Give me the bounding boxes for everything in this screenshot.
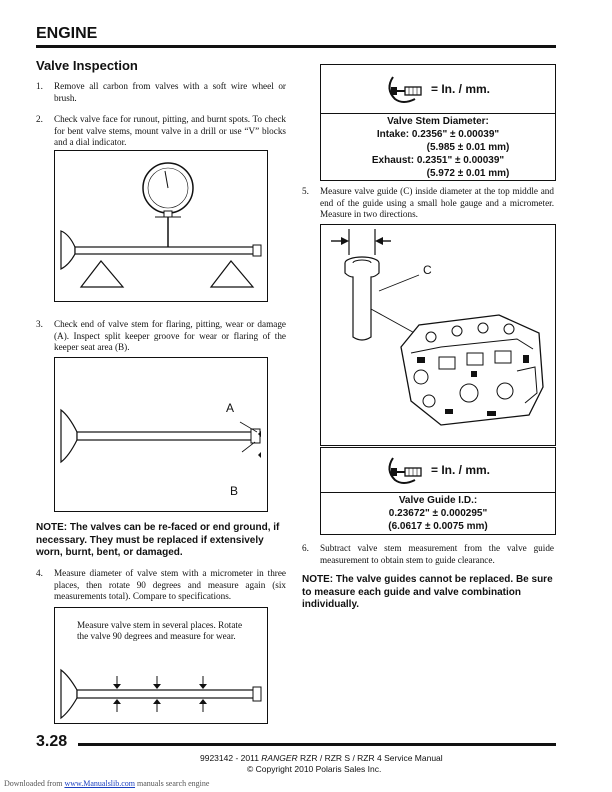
dial-indicator-illustration — [55, 151, 267, 301]
figure-caption: Measure valve stem in several places. Rotate the valve 90 degrees and measure for wear. — [77, 620, 243, 641]
label-c: C — [423, 263, 432, 277]
spec-line: (6.0617 ± 0.0075 mm) — [388, 521, 488, 532]
figure-valve-end — [54, 357, 268, 512]
manual-title — [200, 753, 600, 763]
step-number: 5. — [302, 186, 309, 196]
model-name: RANGER — [261, 753, 298, 763]
step-number: 6. — [302, 543, 309, 553]
step-1 — [36, 81, 286, 105]
step-number: 4. — [36, 568, 43, 578]
spec-unit-row — [321, 65, 555, 114]
micrometer-icon — [383, 71, 429, 107]
header-rule — [36, 45, 556, 48]
spec-box-stem — [320, 64, 556, 181]
label-b: B — [230, 484, 239, 498]
note-guides: NOTE: The valve guides cannot be replaced. Be sure to measure each guide and valve combination individually. — [302, 574, 553, 610]
spec-line: Intake: 0.2356" ± 0.00039" — [376, 129, 500, 140]
manualslib-link[interactable]: www.Manualslib.com — [64, 779, 136, 788]
step-text: Check end of valve stem for flaring, pitting, wear or damage (A). Inspect split keeper groove for wear or flaring of the keeper seat area (B). — [54, 319, 286, 353]
download-line — [4, 779, 209, 788]
section-title: Valve Inspection — [36, 58, 138, 73]
copyright: © Copyright 2010 Polaris Sales Inc. — [247, 764, 382, 774]
footer-rule — [78, 743, 556, 746]
spec-line: (5.985 ± 0.01 mm) — [426, 142, 510, 153]
label-a: A — [226, 401, 235, 415]
note-refacing: NOTE: The valves can be re-faced or end ground, if necessary. They must be replaced if extensively worn, burnt, bent, or damaged. — [36, 522, 280, 558]
step-6 — [302, 543, 554, 567]
manual-number: 9923142 - 2011 — [200, 753, 262, 763]
step-5 — [302, 186, 554, 222]
micrometer-icon — [383, 452, 429, 488]
unit-label: = In. / mm. — [431, 463, 491, 477]
step-number: 3. — [36, 319, 43, 329]
spec-line: 0.23672" ± 0.000295" — [388, 508, 488, 519]
figure-dial-indicator — [54, 150, 268, 302]
download-prefix: Downloaded from — [4, 779, 65, 788]
step-text: Remove all carbon from valves with a soft wire wheel or brush. — [54, 81, 286, 103]
step-text: Subtract valve stem measurement from the valve guide measurement to obtain stem to guide clearance. — [320, 543, 554, 565]
step-text: Measure valve guide (C) inside diameter at the top middle and end of the guide using a small hole gauge and a micrometer. Measure in two directions. — [320, 186, 554, 220]
manual-name: RZR / RZR S / RZR 4 Service Manual — [297, 753, 443, 763]
step-4 — [36, 568, 286, 604]
step-2 — [36, 114, 286, 150]
spec-box-guide — [320, 447, 556, 535]
step-number: 2. — [36, 114, 43, 124]
download-suffix: manuals search engine — [135, 779, 210, 788]
step-number: 1. — [36, 81, 43, 91]
page-header: ENGINE — [36, 25, 98, 42]
step-text: Check valve face for runout, pitting, and burnt spots. To check for bent valve stems, mount valve in a drill or use “V” blocks and a dial indicator. — [54, 114, 286, 148]
page-number: 3.28 — [36, 733, 68, 750]
spec-unit-row — [321, 448, 555, 493]
spec-line: (5.972 ± 0.01 mm) — [426, 168, 510, 179]
figure-stem-measure — [54, 607, 268, 724]
figure-valve-guide — [320, 224, 556, 446]
spec-line: Exhaust: 0.2351" ± 0.00039" — [371, 155, 505, 166]
step-text: Measure diameter of valve stem with a micrometer in three places, then rotate 90 degrees and measure again (six measurements total). Compare to specifications. — [54, 568, 286, 602]
spec-title: Valve Stem Diameter: — [387, 116, 489, 127]
cylinder-head-illustration — [321, 225, 555, 445]
unit-label: = In. / mm. — [431, 82, 491, 96]
step-3 — [36, 319, 286, 355]
spec-title: Valve Guide I.D.: — [398, 495, 478, 506]
